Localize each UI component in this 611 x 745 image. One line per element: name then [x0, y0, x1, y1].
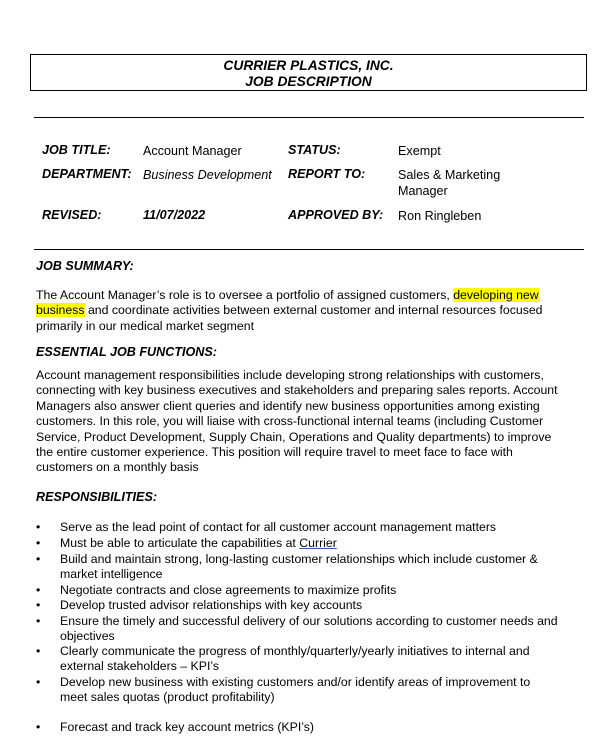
- functions-line: customers. In this role, you will liaise with cross-functional internal teams (including Customer: [36, 414, 544, 429]
- list-item: [60, 644, 584, 675]
- report-to-value-line2: Manager: [398, 184, 448, 198]
- functions-line: Service, Product Development, Supply Chain, Operations and Quality departments) to improve: [36, 429, 552, 444]
- list-item-line: Build and maintain strong, long-lasting customer relationships which include customer &: [60, 552, 538, 566]
- document-title-box: [30, 54, 587, 91]
- list-item: [60, 675, 584, 706]
- list-item: Develop trusted advisor relationships with key accounts: [60, 598, 363, 612]
- divider-top: [34, 117, 584, 118]
- list-item-line: market intelligence: [60, 567, 163, 582]
- report-to-value-line1: Sales & Marketing: [398, 168, 501, 182]
- report-to-label: REPORT TO:: [288, 167, 366, 181]
- list-item: Negotiate contracts and close agreements to maximize profits: [60, 583, 397, 597]
- status-value: Exempt: [398, 144, 441, 158]
- functions-line: Account management responsibilities include developing strong relationships with customers,: [36, 368, 544, 382]
- functions-line: the entire customer experience. This position will require travel to meet face to face with: [36, 445, 513, 460]
- essential-functions-heading: ESSENTIAL JOB FUNCTIONS:: [36, 345, 217, 359]
- approved-by-label: APPROVED BY:: [288, 208, 384, 222]
- summary-line-2-text: and coordinate activities between external customer and internal resources focused: [84, 303, 543, 318]
- bullet-icon: •: [36, 552, 41, 566]
- department-value: Business Development: [143, 168, 272, 182]
- list-item-line: Clearly communicate the progress of monthly/quarterly/yearly initiatives to internal and: [60, 644, 530, 658]
- list-item-line: external stakeholders – KPI’s: [60, 659, 220, 674]
- list-item-line: meet sales quotas (product profitability): [60, 690, 275, 705]
- status-label: STATUS:: [288, 143, 341, 157]
- company-name: CURRIER PLASTICS, INC.: [223, 58, 394, 73]
- currier-link-text: Currier: [299, 536, 337, 550]
- responsibilities-heading: RESPONSIBILITIES:: [36, 490, 158, 504]
- functions-line: connecting with key business executives and stakeholders and preparing sales reports. Account: [36, 383, 558, 398]
- bullet-icon: •: [36, 583, 41, 597]
- summary-line-1-text: The Account Manager’s role is to oversee a portfolio of assigned customers,: [36, 288, 454, 302]
- list-item-line: Develop new business with existing customers and/or identify areas of improvement to: [60, 675, 531, 689]
- list-item-text: Must be able to articulate the capabilities at: [60, 536, 300, 550]
- revised-label: REVISED:: [42, 208, 102, 222]
- list-item-line: objectives: [60, 629, 115, 644]
- functions-line: Managers also answer client queries and identify new business opportunities among existing: [36, 398, 540, 413]
- job-title-value: Account Manager: [143, 144, 242, 158]
- document-title: JOB DESCRIPTION: [245, 74, 372, 89]
- bullet-icon: •: [36, 675, 41, 689]
- bullet-icon: •: [36, 614, 41, 628]
- job-summary-heading: JOB SUMMARY:: [36, 259, 134, 273]
- department-label: DEPARTMENT:: [42, 167, 132, 181]
- bullet-icon: •: [36, 536, 41, 550]
- summary-line-2: [36, 303, 584, 318]
- functions-line: customers on a monthly basis: [36, 460, 199, 475]
- approved-by-value: Ron Ringleben: [398, 209, 482, 223]
- list-item: [60, 614, 584, 645]
- summary-line-1: [36, 288, 584, 303]
- list-item-line: Ensure the timely and successful delivery of our solutions according to customer needs and: [60, 614, 558, 628]
- bullet-icon: •: [36, 720, 41, 734]
- list-item: [60, 552, 584, 583]
- job-summary-text: [36, 288, 584, 334]
- job-title-label: JOB TITLE:: [42, 143, 111, 157]
- bullet-icon: •: [36, 520, 41, 534]
- highlighted-text: business: [36, 303, 85, 318]
- list-item: Forecast and track key account metrics (KPI’s): [60, 720, 314, 734]
- highlighted-text: developing new: [453, 288, 539, 302]
- essential-functions-text: [36, 368, 584, 476]
- summary-line-3: primarily in our medical market segment: [36, 318, 254, 333]
- revised-value: 11/07/2022: [143, 208, 206, 222]
- bullet-icon: •: [36, 644, 41, 658]
- list-item: Serve as the lead point of contact for all customer account management matters: [60, 520, 497, 534]
- divider-bottom: [34, 249, 584, 250]
- list-item: [60, 536, 584, 551]
- bullet-icon: •: [36, 598, 41, 612]
